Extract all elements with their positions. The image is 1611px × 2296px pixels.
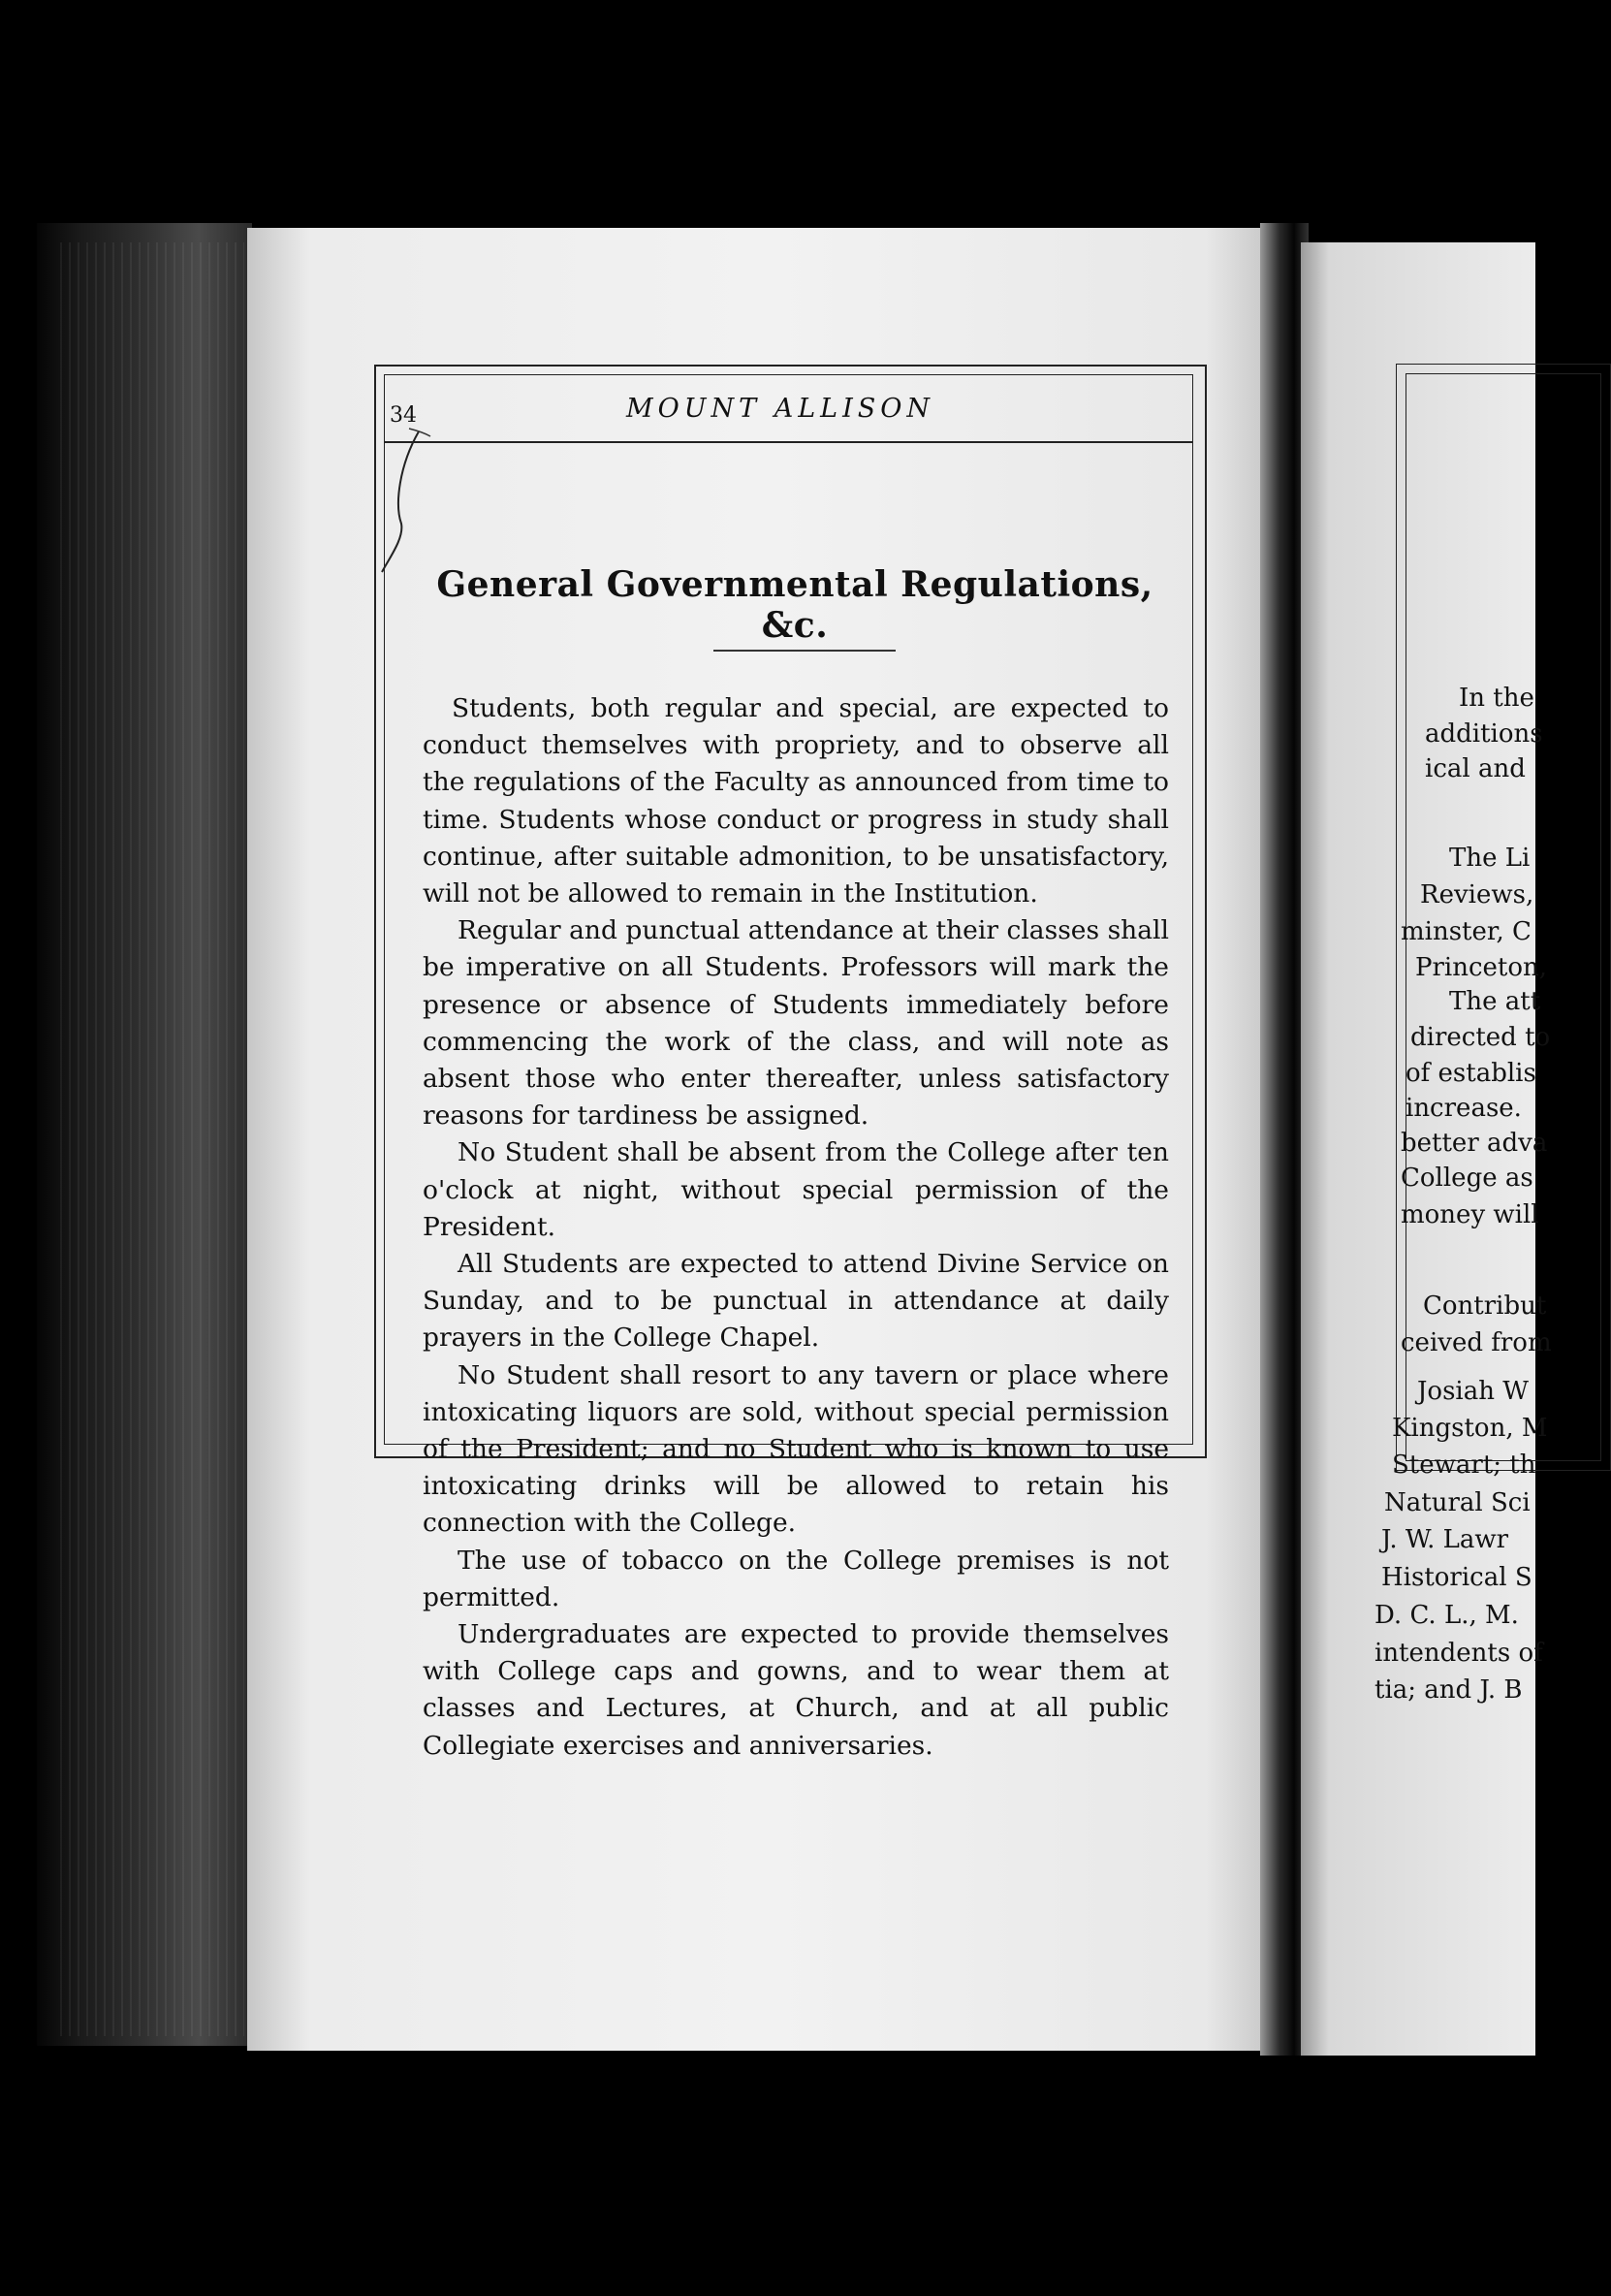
facing-page-line: Kingston, M	[1392, 1414, 1548, 1443]
facing-page-line: additions	[1425, 719, 1543, 749]
page-edges	[60, 242, 244, 2036]
paragraph: Students, both regular and special, are expected to conduct themselves with propriety, and to observe all the regulations of the Faculty as announced from time to time. Students whose conduct or progress in study shall continue, after suitable admonition, to be unsatisfactory, will not be allowed to remain in the Institution.	[423, 693, 1169, 909]
header-rule	[384, 441, 1193, 443]
paragraph: No Student shall resort to any tavern or place where intoxicating liquors are sold, without special permission of the President; and no Student who is known to use intoxicating drinks will be allowed to retain his connection with the College.	[423, 1359, 1169, 1539]
facing-page-line: Natural Sci	[1384, 1488, 1531, 1517]
running-head: MOUNT ALLISON	[625, 394, 935, 424]
facing-page-line: J. W. Lawr	[1381, 1525, 1509, 1554]
facing-page-line: minster, C	[1401, 917, 1532, 946]
facing-page-line: better adva	[1401, 1129, 1548, 1158]
facing-page-line: The att	[1449, 987, 1541, 1016]
pencil-mark	[380, 427, 438, 582]
title-rule	[713, 650, 896, 652]
facing-page-line: Josiah W	[1417, 1377, 1529, 1406]
body-text	[423, 690, 1169, 1765]
paragraph: No Student shall be absent from the College after ten o'clock at night, without special permission of the President.	[423, 1137, 1169, 1242]
facing-page-line: College as	[1401, 1164, 1533, 1193]
facing-page-line: intendents of	[1374, 1639, 1543, 1668]
section-title: General Governmental Regulations, &c.	[436, 564, 1153, 646]
facing-page-line: ical and	[1425, 754, 1526, 783]
facing-page-line: The Li	[1449, 844, 1531, 873]
facing-page-line: Contribut	[1423, 1292, 1547, 1321]
facing-page-line: tia; and J. B	[1374, 1675, 1523, 1705]
facing-page-line: Historical S	[1381, 1563, 1532, 1592]
facing-page-line: D. C. L., M.	[1374, 1601, 1519, 1630]
facing-page-line: Princeton,	[1415, 953, 1548, 982]
facing-page-line: Stewart; th	[1392, 1451, 1536, 1480]
paragraph: Undergraduates are expected to provide themselves with College caps and gowns, and to wear them at classes and Lectures, at Church, and at all public Collegiate exercises and anniversaries.	[423, 1619, 1169, 1761]
page-number: 34	[390, 403, 417, 428]
facing-page-line: of establis	[1406, 1059, 1536, 1088]
facing-page-line: In the	[1459, 684, 1534, 713]
facing-page-line: directed to	[1410, 1023, 1551, 1052]
facing-page-line: increase.	[1406, 1094, 1522, 1123]
paragraph: All Students are expected to attend Divine Service on Sunday, and to be punctual in attendance at daily prayers in the College Chapel.	[423, 1249, 1169, 1354]
facing-page-line: Reviews,	[1420, 880, 1534, 909]
paragraph: Regular and punctual attendance at their classes shall be imperative on all Students. Professors will mark the presence or absence of Students immediately before commencing the work of the class, and will note as absent those who enter thereafter, unless satisfactory reasons for tardiness be assigned.	[423, 915, 1169, 1132]
facing-page-line: money will	[1401, 1200, 1539, 1229]
facing-page-line: ceived from	[1401, 1328, 1552, 1357]
paragraph: The use of tobacco on the College premises is not permitted.	[423, 1545, 1169, 1612]
